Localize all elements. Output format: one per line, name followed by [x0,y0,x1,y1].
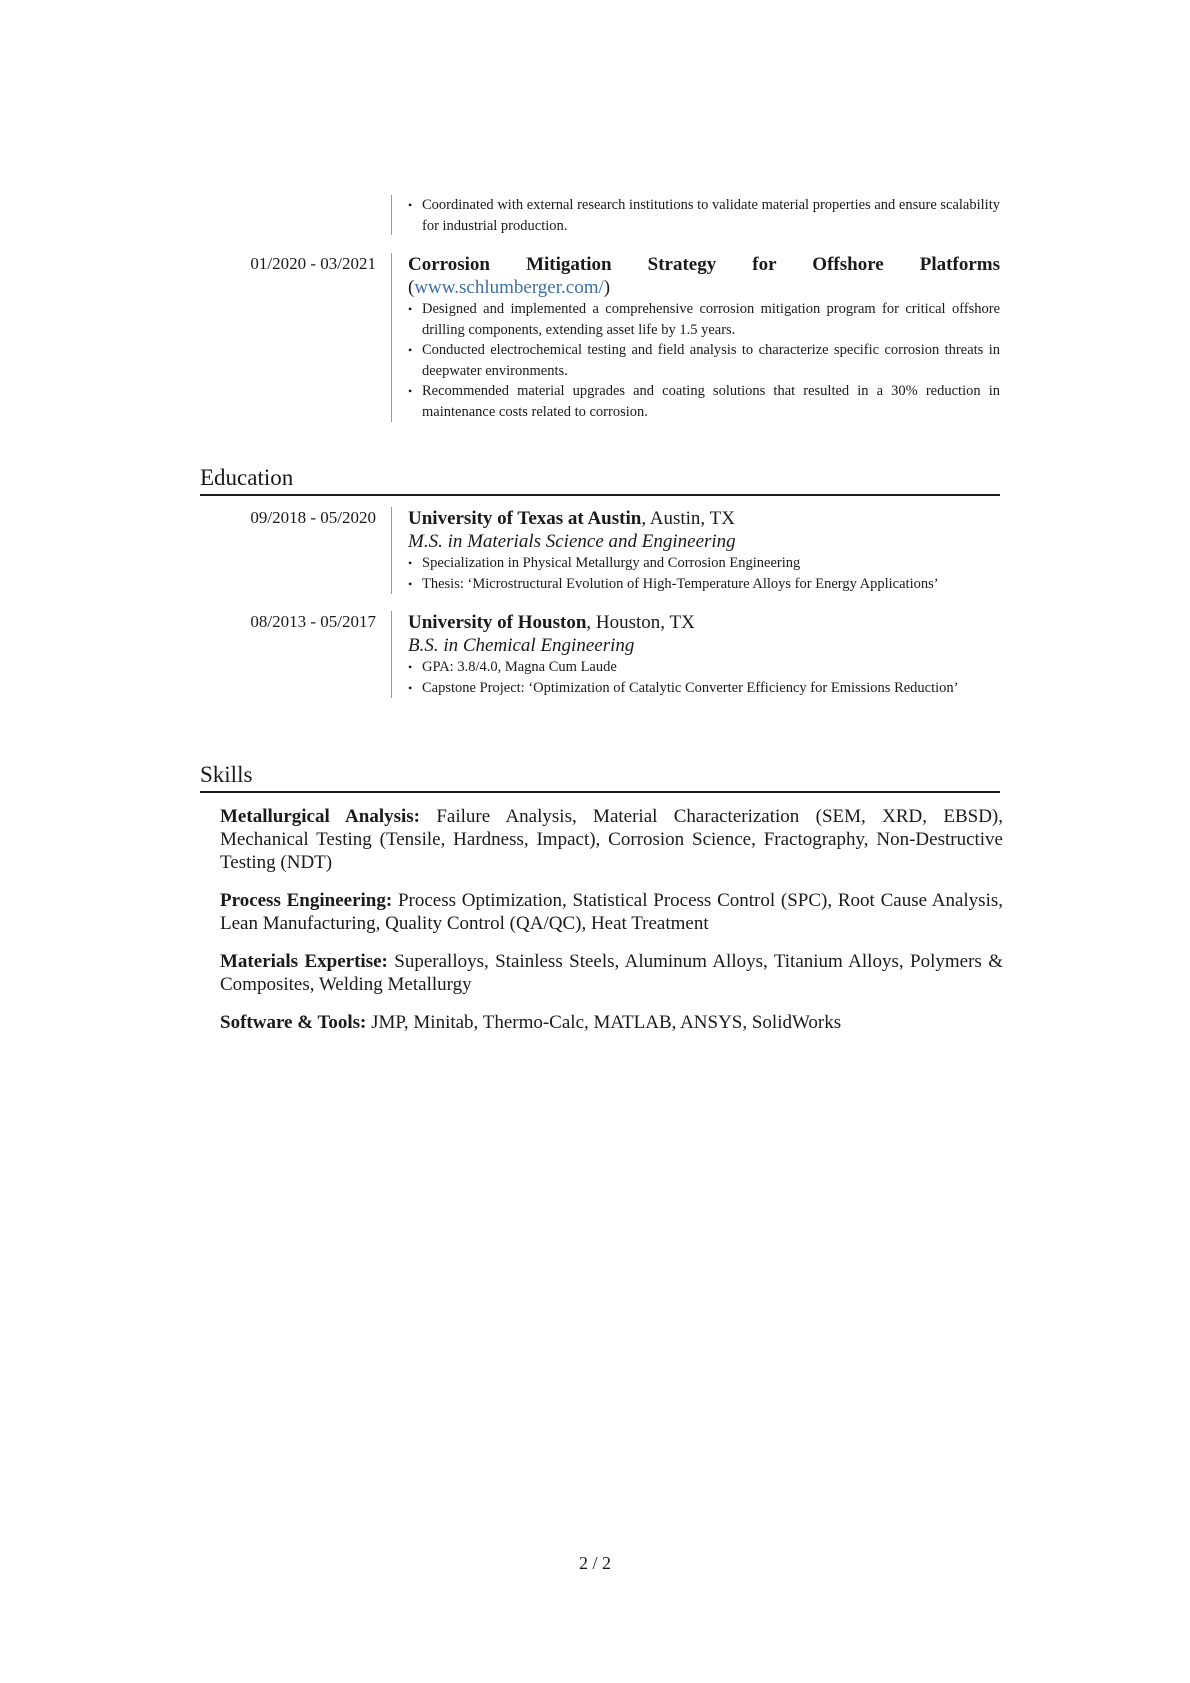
entry-link-line [408,276,1000,299]
bullet-list [408,553,1000,594]
skill-label: Materials Expertise: [220,951,388,972]
school-line [408,611,1000,634]
skill-text: Failure Analysis, Material Characterization (SEM, XRD, EBSD), Mechanical Testing (Tensile, Hardness, Impact), Corrosion Science, Fractography, Non-Destructive Testing (NDT) [220,806,1003,873]
bullet-item: • Recommended material upgrades and coating solutions that resulted in a 30% reduction in maintenance costs related to corrosion. [408,381,1000,422]
section-heading-skills: Skills [200,761,1000,793]
school-line [408,507,1000,530]
entry-body [391,195,1000,235]
school-name: University of Texas at Austin [408,508,642,529]
entry-date: 01/2020 - 03/2021 [250,254,376,273]
entry-title: Corrosion Mitigation Strategy for Offshore Platforms [408,254,1000,275]
skill-item [220,889,1003,935]
bullet-list [408,657,1000,698]
page-number: 2 / 2 [578,1553,611,1573]
link-close-paren: ) [603,277,611,298]
bullet-item: • Conducted electrochemical testing and field analysis to characterize specific corrosion threats in deepwater environments. [408,340,1000,381]
school-location: , Austin, TX [641,508,735,529]
skill-item [220,950,1003,996]
entry-date: 09/2018 - 05/2020 [250,508,376,527]
skill-label: Process Engineering: [220,890,393,911]
section-heading-education: Education [200,464,1000,496]
bullet-item: • Specialization in Physical Metallurgy and Corrosion Engineering [408,553,1000,574]
school-location: , Houston, TX [586,612,695,633]
skill-text: Process Optimization, Statistical Process Control (SPC), Root Cause Analysis, Lean Manufacturing, Quality Control (QA/QC), Heat Treatment [220,890,1003,934]
entry-body [391,507,1000,594]
bullet-item: • Capstone Project: ‘Optimization of Catalytic Converter Efficiency for Emissions Reduction’ [408,678,1000,699]
bullet-item: • Thesis: ‘Microstructural Evolution of High-Temperature Alloys for Energy Applications’ [408,574,1000,595]
bullet-item: • Coordinated with external research institutions to validate material properties and ensure scalability for industrial production. [408,195,1000,236]
entry-date: 08/2013 - 05/2017 [250,612,376,631]
skill-label: Metallurgical Analysis: [220,806,420,827]
skill-item [220,805,1003,874]
skill-text: JMP, Minitab, Thermo-Calc, MATLAB, ANSYS, SolidWorks [366,1012,842,1033]
bullet-item: • Designed and implemented a comprehensive corrosion mitigation program for critical offshore drilling components, extending asset life by 1.5 years. [408,299,1000,340]
skill-label: Software & Tools: [220,1012,367,1033]
school-name: University of Houston [408,612,587,633]
entry-body [391,253,1000,422]
skill-text: Superalloys, Stainless Steels, Aluminum Alloys, Titanium Alloys, Polymers & Composites, Welding Metallurgy [220,951,1003,995]
bullet-list [408,299,1000,422]
bullet-list [408,195,1000,236]
company-link[interactable]: www.schlumberger.com/ [414,277,604,298]
skill-item [220,1011,1003,1034]
skills-list [220,805,1003,1049]
bullet-item: • GPA: 3.8/4.0, Magna Cum Laude [408,657,1000,678]
link-open-paren: ( [408,277,415,298]
entry-body [391,611,1000,698]
degree: M.S. in Materials Science and Engineering [408,531,736,552]
degree: B.S. in Chemical Engineering [408,635,635,656]
